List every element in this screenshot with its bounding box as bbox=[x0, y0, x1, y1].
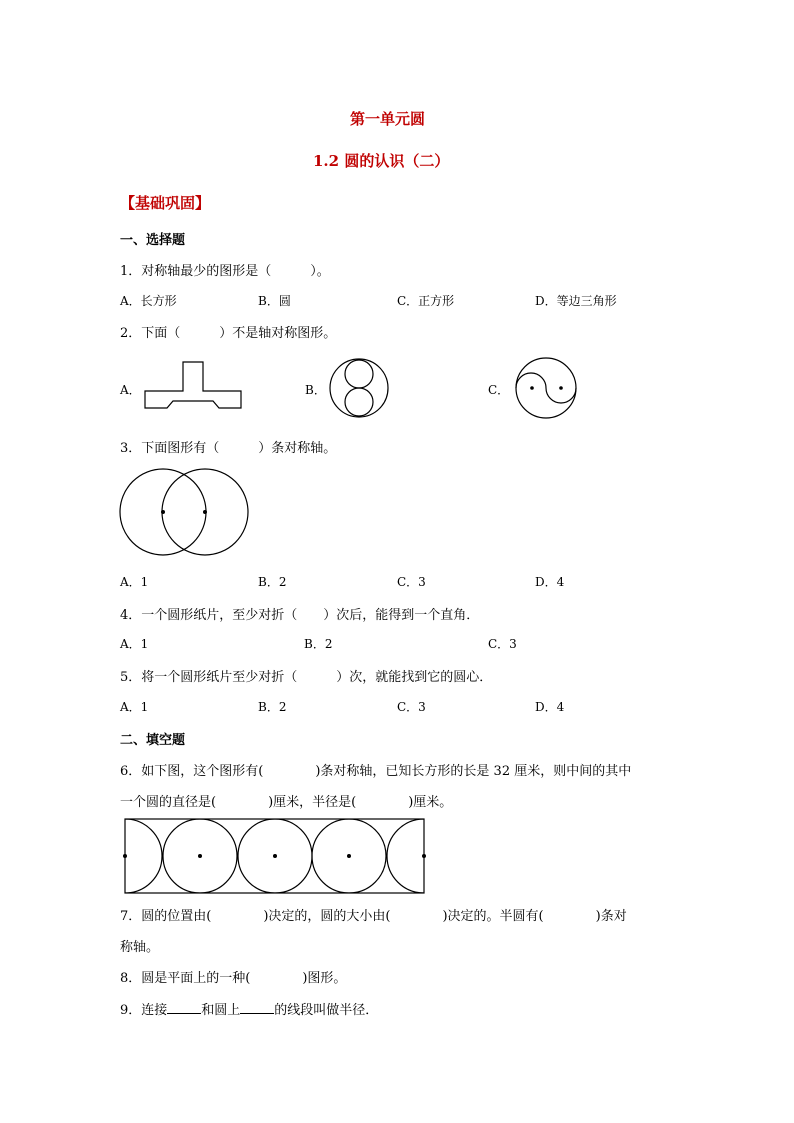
q3-figure-two-circles bbox=[118, 466, 252, 558]
q9-text bbox=[120, 999, 378, 1018]
q6-text-line1: 6．如下图，这个图形有( )条对称轴，已知长方形的长是 32 厘米，则中间的其中 bbox=[120, 764, 632, 779]
q5-option-c: C．3 bbox=[397, 700, 426, 714]
q2-text: 2．下面（ ）不是轴对称图形。 bbox=[120, 326, 337, 341]
q2-option-c: C． bbox=[488, 383, 510, 397]
q3-option-d: D．4 bbox=[535, 575, 565, 589]
q9-blank-1[interactable] bbox=[167, 1001, 201, 1014]
q8-text: 8．圆是平面上的一种( )图形。 bbox=[120, 971, 347, 986]
q4-option-a: A．1 bbox=[120, 637, 149, 651]
unit-title: 第一单元圆 bbox=[350, 110, 426, 128]
q2-option-a: A． bbox=[120, 383, 141, 397]
q1-option-a: A．长方形 bbox=[120, 294, 177, 308]
q2-shape-c-figure bbox=[514, 358, 578, 422]
q9-text-c: 的线段叫做半径． bbox=[274, 1003, 379, 1018]
q5-option-a: A．1 bbox=[120, 700, 149, 714]
q2-shape-a-figure bbox=[145, 360, 245, 410]
q1-option-d: D．等边三角形 bbox=[535, 294, 617, 308]
q4-text: 4．一个圆形纸片，至少对折（ ）次后，能得到一个直角． bbox=[120, 608, 480, 623]
q7-text-line1: 7．圆的位置由( )决定的，圆的大小由( )决定的。半圆有( )条对 bbox=[120, 909, 627, 924]
q3-option-b: B．2 bbox=[258, 575, 287, 589]
q6-figure-rectangle-circles bbox=[124, 818, 428, 896]
q1-text: 1．对称轴最少的图形是（ ）。 bbox=[120, 264, 330, 279]
q3-option-c: C．3 bbox=[397, 575, 426, 589]
section-tag: 【基础巩固】 bbox=[120, 194, 211, 212]
q5-option-d: D．4 bbox=[535, 700, 565, 714]
q9-text-a: 9．连接 bbox=[120, 1003, 168, 1018]
q9-blank-2[interactable] bbox=[240, 1001, 274, 1014]
q5-option-b: B．2 bbox=[258, 700, 287, 714]
q4-option-b: B．2 bbox=[304, 637, 333, 651]
q5-text: 5．将一个圆形纸片至少对折（ ）次，就能找到它的圆心． bbox=[120, 670, 493, 685]
q1-option-b: B．圆 bbox=[258, 294, 291, 308]
q3-text: 3．下面图形有（ ）条对称轴。 bbox=[120, 441, 337, 456]
q9-text-b: 和圆上 bbox=[201, 1003, 241, 1018]
q2-option-b: B． bbox=[305, 383, 326, 397]
part2-heading: 二、填空题 bbox=[120, 733, 186, 748]
q6-text-line2: 一个圆的直径是( )厘米，半径是( )厘米。 bbox=[120, 795, 453, 810]
q1-option-c: C．正方形 bbox=[397, 294, 455, 308]
q4-option-c: C．3 bbox=[488, 637, 517, 651]
q2-shape-b-figure bbox=[328, 357, 392, 421]
lesson-title: 1.2 圆的认识（二） bbox=[313, 152, 450, 170]
q7-text-line2: 称轴。 bbox=[120, 940, 160, 955]
q3-option-a: A．1 bbox=[120, 575, 149, 589]
part1-heading: 一、选择题 bbox=[120, 233, 186, 248]
